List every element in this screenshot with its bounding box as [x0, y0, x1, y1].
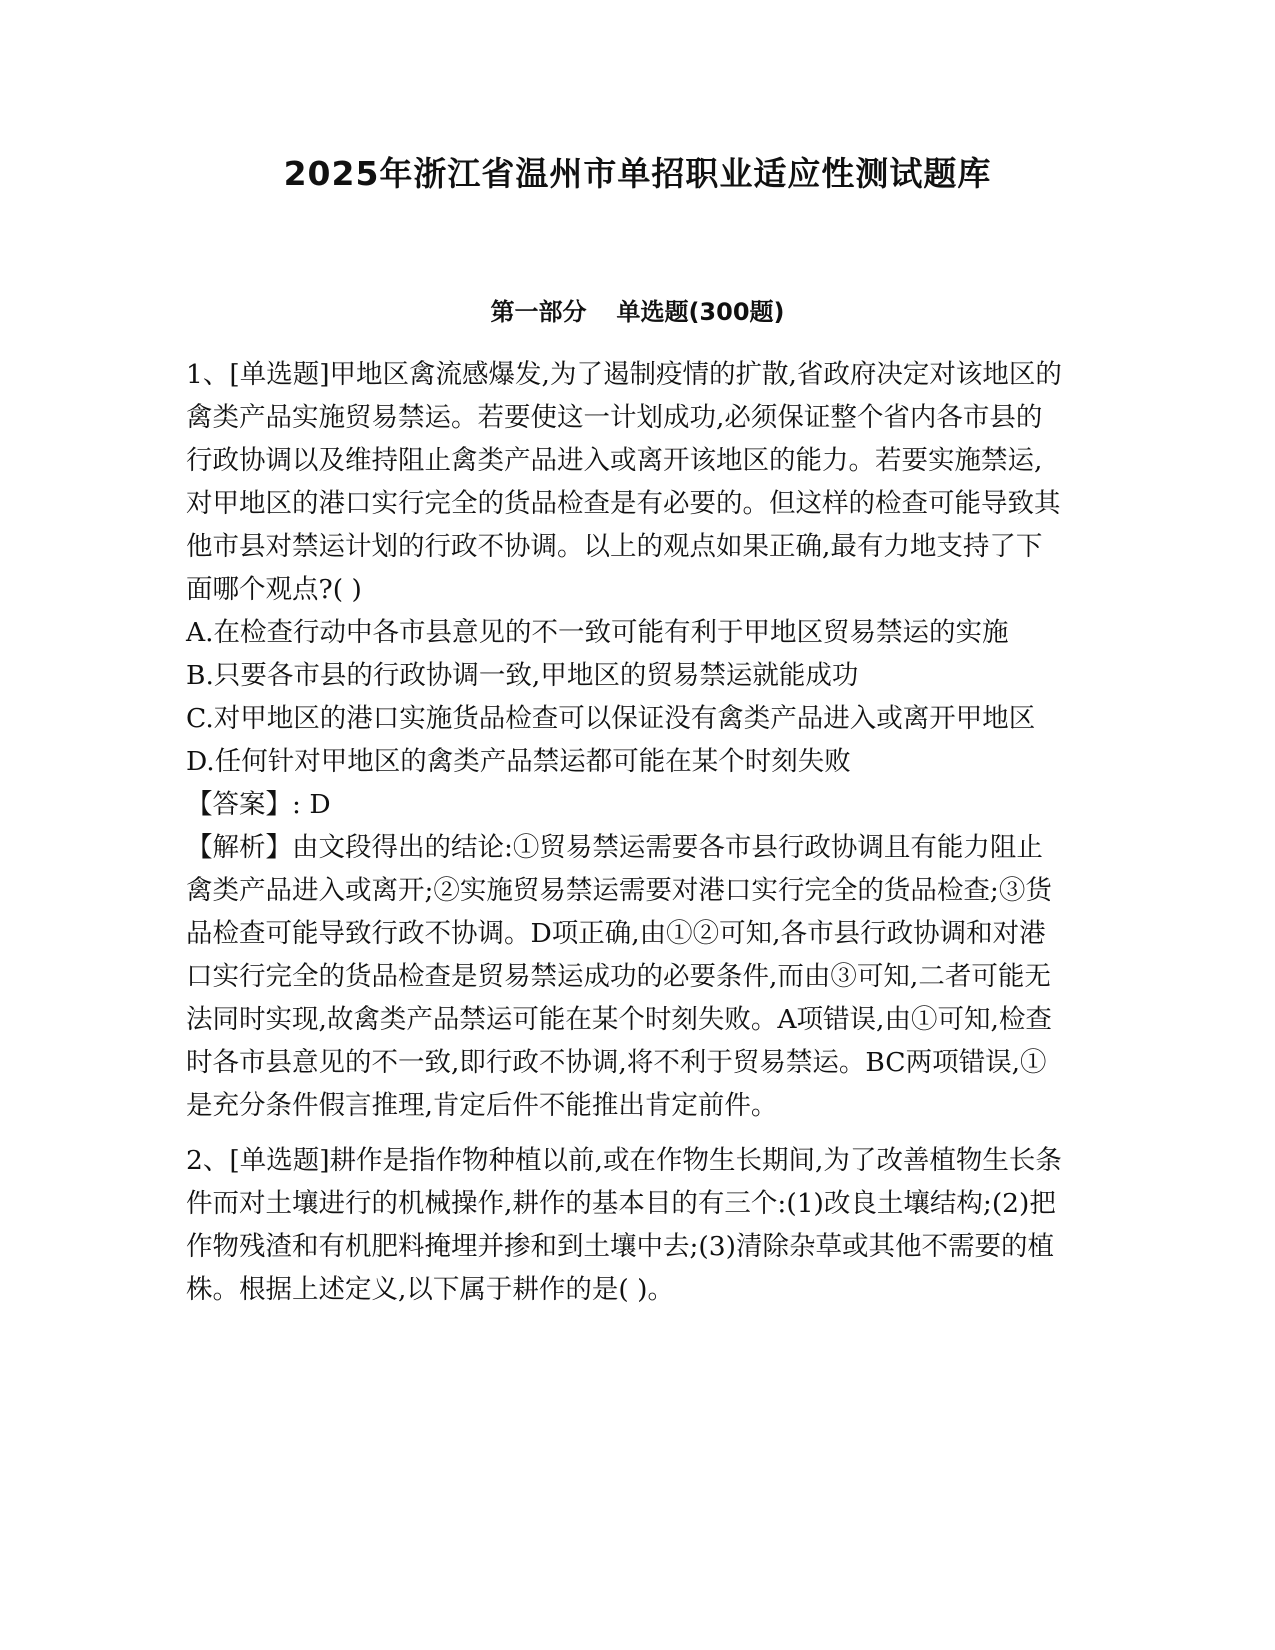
answer-separator: :	[292, 789, 301, 820]
section-title	[0, 292, 1275, 327]
analysis-label: 【解析】	[186, 832, 292, 863]
question-1-option-b: B.只要各市县的行政协调一致,甲地区的贸易禁运就能成功	[186, 660, 859, 691]
section-name: 单选题(300题)	[616, 298, 785, 326]
question-1-option-d: D.任何针对甲地区的禽类产品禁运都可能在某个时刻失败	[186, 746, 851, 777]
answer-label: 【答案】	[186, 789, 292, 820]
question-1-analysis	[186, 826, 1064, 1127]
question-list	[186, 353, 1064, 1323]
question-1-answer	[186, 783, 1064, 826]
analysis-text: 由文段得出的结论:①贸易禁运需要各市县行政协调且有能力阻止禽类产品进入或离开;②实施贸易禁运需要对港口实行完全的货品检查;③货品检查可能导致行政不协调。D项正确,由①②可知,各市县行政协调和对港口实行完全的货品检查是贸易禁运成功的必要条件,而由③可知,二者可能无法同时实现,故禽类产品禁运可能在某个时刻失败。A项错误,由①可知,检查时各市县意见的不一致,即行政不协调,将不利于贸易禁运。BC两项错误,①是充分条件假言推理,肯定后件不能推出肯定前件。	[186, 832, 1052, 1121]
question-1-stem: 1、[单选题]甲地区禽流感爆发,为了遏制疫情的扩散,省政府决定对该地区的禽类产品实施贸易禁运。若要使这一计划成功,必须保证整个省内各市县的行政协调以及维持阻止禽类产品进入或离开该地区的能力。若要实施禁运,对甲地区的港口实行完全的货品检查是有必要的。但这样的检查可能导致其他市县对禁运计划的行政不协调。以上的观点如果正确,最有力地支持了下面哪个观点?( )	[186, 359, 1062, 605]
question-2-stem: 2、[单选题]耕作是指作物种植以前,或在作物生长期间,为了改善植物生长条件而对土壤进行的机械操作,耕作的基本目的有三个:(1)改良土壤结构;(2)把作物残渣和有机肥料掩埋并掺和到土壤中去;(3)清除杂草或其他不需要的植株。根据上述定义,以下属于耕作的是( )。	[186, 1145, 1062, 1305]
answer-value: D	[309, 789, 331, 820]
question-1	[186, 353, 1064, 1127]
question-1-option-c: C.对甲地区的港口实施货品检查可以保证没有禽类产品进入或离开甲地区	[186, 703, 1036, 734]
document-title: 2025年浙江省温州市单招职业适应性测试题库	[283, 154, 992, 193]
question-1-option-a: A.在检查行动中各市县意见的不一致可能有利于甲地区贸易禁运的实施	[186, 617, 1009, 648]
question-2	[186, 1139, 1064, 1311]
section-part: 第一部分	[490, 298, 587, 326]
